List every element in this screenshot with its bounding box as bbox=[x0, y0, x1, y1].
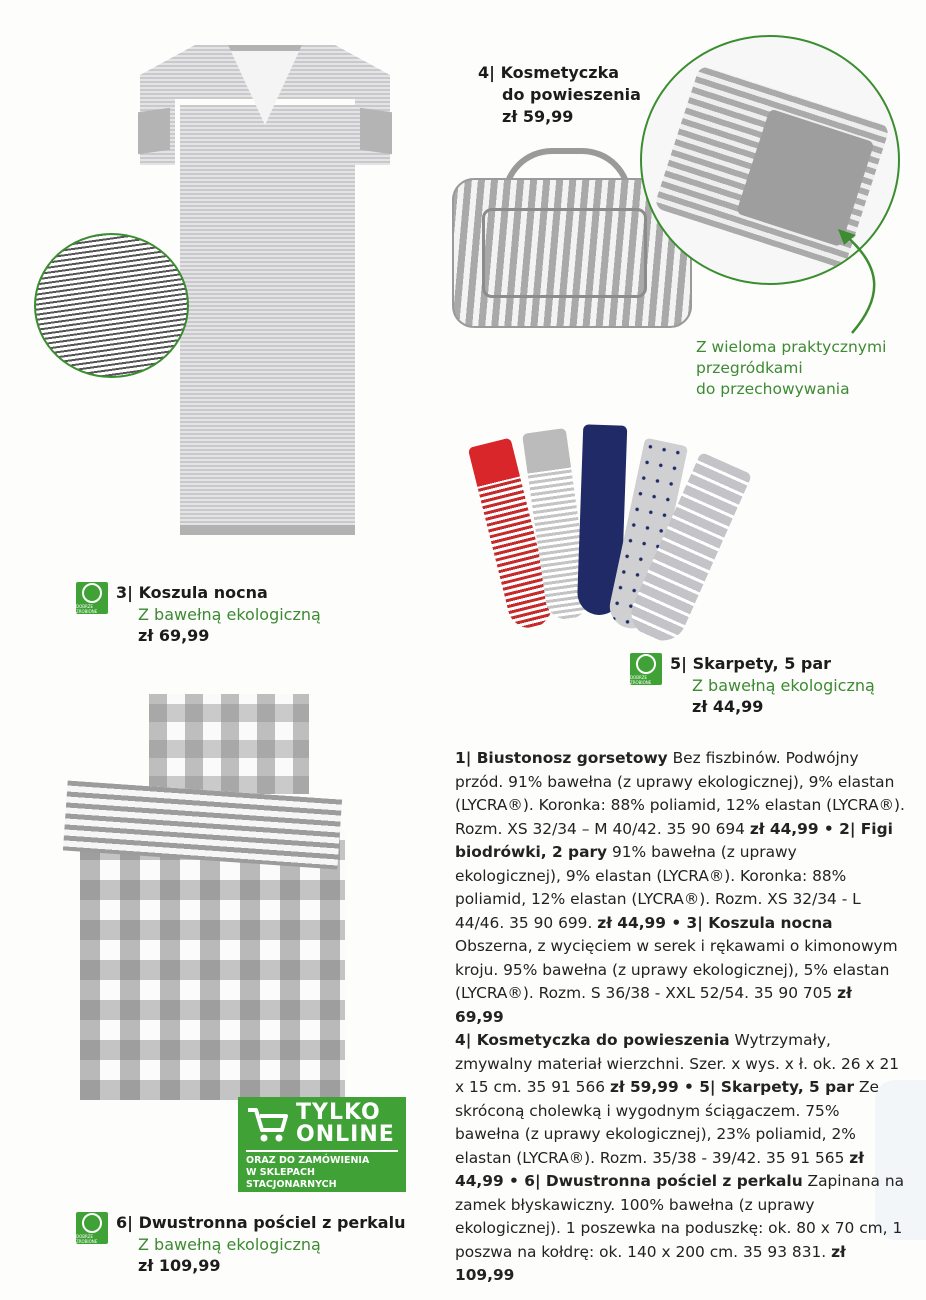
desc-text: Zapinana na zamek błyskawiczny. 100% bawełna (z uprawy ekologicznej). 1 poszewka na poduszkę: ok. 80 x 70 cm, 1 poszwa na kołdrę: ok. 140 x 200 cm. 35 93 831. bbox=[455, 1172, 905, 1261]
desc-bold: zł 59,99 • 5| Skarpety, 5 par bbox=[609, 1078, 855, 1096]
desc-bold: 1| Biustonosz gorsetowy bbox=[455, 749, 668, 767]
bedding-image bbox=[65, 690, 345, 1090]
desc-text: Ze skróconą cholewką i wygodnym ściągaczem. 75% bawełna (z uprawy ekologicznej), 23% poliamid, 2% elastan (LYCRA®). Rozm. 35/38 - 39/42. 35 91 565 bbox=[455, 1078, 880, 1167]
product-price: zł 44,99 bbox=[692, 697, 764, 716]
product-name: Skarpety, 5 par bbox=[692, 654, 832, 673]
duvet-cover bbox=[80, 830, 345, 1100]
eco-badge-label: DOBRZE ZROBIONE bbox=[76, 1233, 98, 1244]
bag-zip-pocket bbox=[482, 208, 647, 298]
cosmetic-bag-caption bbox=[478, 62, 641, 128]
product-name-line2: do powieszenia bbox=[502, 85, 641, 104]
desc-text: Bez fiszbinów. Podwójny przód. 91% bawełna (z uprawy ekologicznej), 9% elastan (LYCRA®). Koronka: 88% poliamid, 12% elastan (LYCRA®). Rozm. XS 32/34 – M 40/42. 35 90 694 bbox=[455, 749, 905, 838]
product-number: 6| bbox=[116, 1213, 133, 1232]
product-name: Dwustronna pościel z perkalu bbox=[138, 1213, 406, 1232]
desc-bold: zł 69,99 bbox=[455, 984, 852, 1026]
eco-badge bbox=[630, 653, 662, 685]
curved-arrow-icon bbox=[830, 225, 890, 340]
eco-badge-label: DOBRZE ZROBIONE bbox=[630, 674, 652, 685]
badge-divider bbox=[246, 1150, 398, 1152]
online-only-badge bbox=[238, 1097, 406, 1192]
product-price: zł 59,99 bbox=[502, 107, 574, 126]
feature-line: Z wieloma praktycznymi bbox=[696, 338, 887, 356]
product-price: zł 69,99 bbox=[138, 626, 210, 645]
product-number: 3| bbox=[116, 583, 133, 602]
cart-icon bbox=[246, 1104, 290, 1144]
eco-badge bbox=[76, 582, 108, 614]
desc-bold: zł 109,99 bbox=[455, 1242, 846, 1284]
eco-badge bbox=[76, 1212, 108, 1244]
product-subtitle: Z bawełną ekologiczną bbox=[692, 676, 875, 695]
bag-feature-note bbox=[696, 337, 886, 400]
desc-bold: zł 44,99 • 6| Dwustronna pościel z perkalu bbox=[455, 1148, 864, 1190]
product-subtitle: Z bawełną ekologiczną bbox=[138, 605, 321, 624]
socks-image bbox=[480, 420, 750, 650]
nightdress-body bbox=[180, 105, 355, 535]
nightdress-sleeve-right bbox=[360, 108, 392, 154]
product-name: Koszula nocna bbox=[138, 583, 268, 602]
globe-icon bbox=[636, 654, 656, 674]
bedding-caption bbox=[76, 1212, 405, 1277]
desc-text: Obszerna, z wycięciem w serek i rękawami o kimonowym kroju. 95% bawełna (z uprawy ekologicznej), 5% elastan (LYCRA®). Rozm. S 36/38 - XXL 52/54. 35 90 705 bbox=[455, 937, 898, 1002]
online-line1: TYLKO bbox=[296, 1100, 381, 1125]
online-line2: ONLINE bbox=[296, 1122, 395, 1147]
online-sub2: W SKLEPACH STACJONARNYCH bbox=[246, 1167, 337, 1190]
product-descriptions bbox=[455, 747, 905, 1288]
feature-line: przegródkami bbox=[696, 359, 803, 377]
product-name: Kosmetyczka bbox=[500, 63, 620, 82]
product-subtitle: Z bawełną ekologiczną bbox=[138, 1235, 321, 1254]
eco-badge-label: DOBRZE ZROBIONE bbox=[76, 603, 98, 614]
desc-text: 91% bawełna (z uprawy ekologicznej), 9% elastan (LYCRA®). Koronka: 88% poliamid, 12% elastan (LYCRA®). Rozm. XS 32/34 - L 44/46. 35 90 699. bbox=[455, 843, 861, 932]
globe-icon bbox=[82, 583, 102, 603]
desc-text: Wytrzymały, zmywalny materiał wierzchni. Szer. x wys. x ł. ok. 26 x 21 x 15 cm. 35 91 566 bbox=[455, 1031, 900, 1096]
nightdress-sleeve-left bbox=[138, 108, 170, 154]
desc-bold: 4| Kosmetyczka do powieszenia bbox=[455, 1031, 730, 1049]
desc-bold: zł 44,99 • 2| Figi biodrówki, 2 pary bbox=[455, 819, 893, 861]
product-number: 5| bbox=[670, 654, 687, 673]
nightdress-caption bbox=[76, 582, 321, 647]
feature-line: do przechowywania bbox=[696, 380, 850, 398]
socks-caption bbox=[630, 653, 875, 718]
pillow-case bbox=[149, 694, 309, 794]
fabric-detail-circle bbox=[34, 233, 189, 378]
online-sub1: ORAZ DO ZAMÓWIENIA bbox=[246, 1155, 370, 1166]
product-number: 4| bbox=[478, 63, 495, 82]
product-price: zł 109,99 bbox=[138, 1256, 221, 1275]
globe-icon bbox=[82, 1213, 102, 1233]
desc-bold: zł 44,99 • 3| Koszula nocna bbox=[597, 913, 833, 932]
